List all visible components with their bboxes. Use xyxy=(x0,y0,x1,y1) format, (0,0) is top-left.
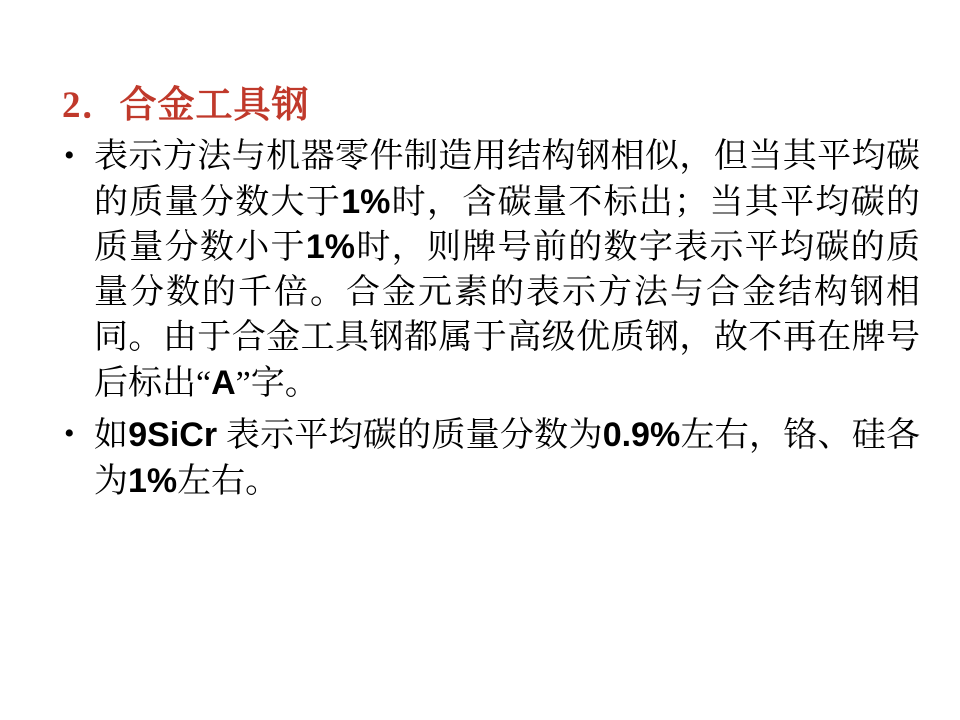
list-item xyxy=(52,413,920,505)
list-item xyxy=(52,135,920,407)
bullet-marker: • xyxy=(64,416,75,450)
bullet-list xyxy=(52,135,920,505)
bullet-text-1: 表示方法与机器零件制造用结构钢相似，但当其平均碳的质量分数大于1%时，含碳量不标出；当其平均碳的质量分数小于1%时，则牌号前的数字表示平均碳的质量分数的千倍。合金元素的表示方法与合金结构钢相同。由于合金工具钢都属于高级优质钢，故不再在牌号后标出“A”字。 xyxy=(94,137,921,403)
bullet-text-2: 如9SiCr 表示平均碳的质量分数为0.9%左右，铬、硅各为1%左右。 xyxy=(94,415,921,500)
page-title: 2．合金工具钢 xyxy=(62,85,310,126)
bullet-marker: • xyxy=(64,138,75,172)
